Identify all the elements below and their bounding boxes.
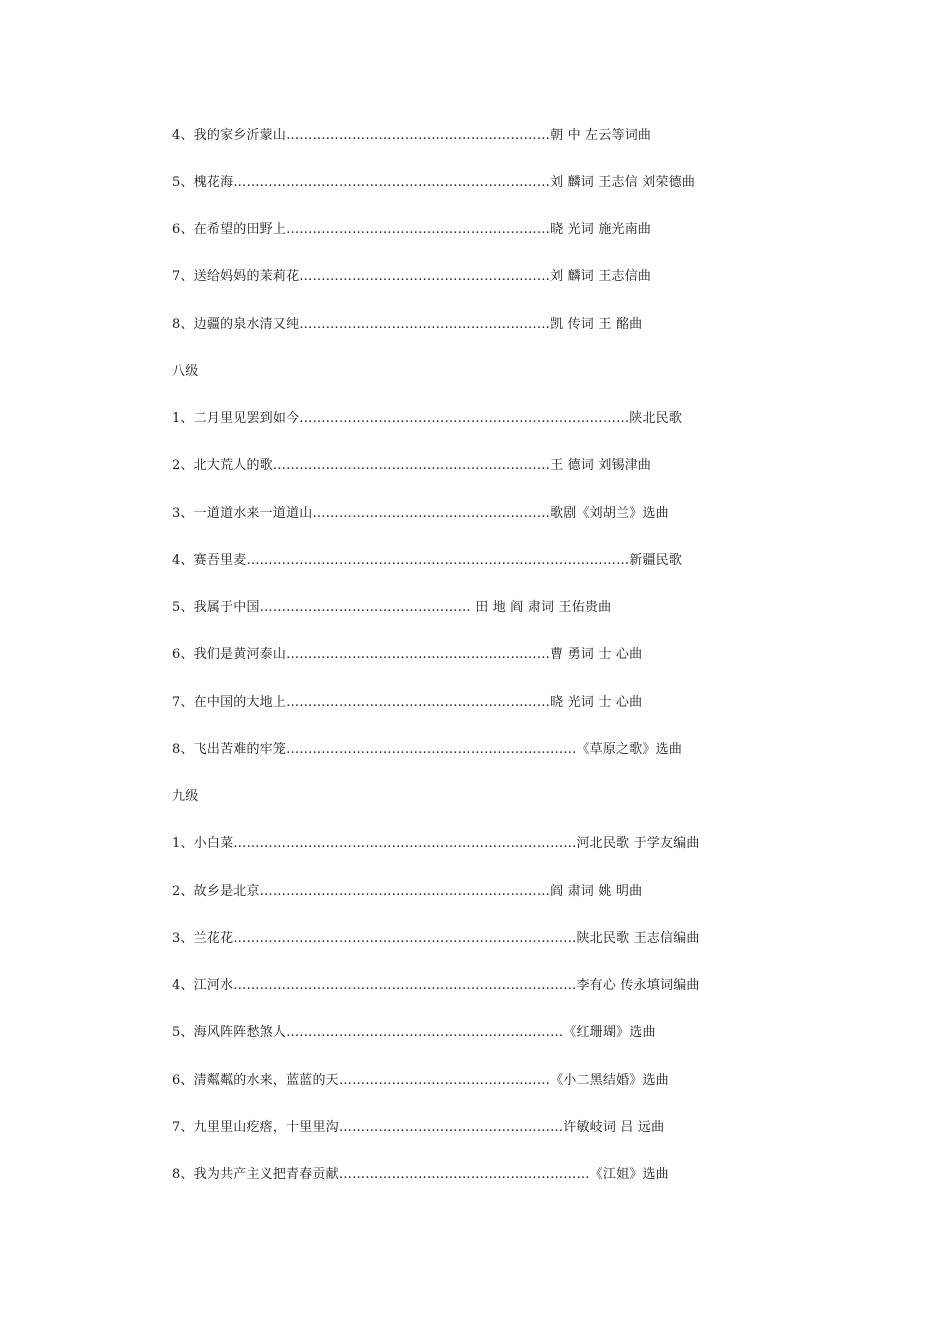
song-entry: 5、我属于中国………………………………………… 田 地 阎 肃词 王佑贵曲 [172, 600, 612, 615]
song-entry: 5、槐花海………………………………………………………………刘 麟词 王志信 刘荣德曲 [172, 175, 696, 190]
song-entry: 4、我的家乡沂蒙山……………………………………………………朝 中 左云等词曲 [172, 128, 652, 143]
song-entry: 1、二月里见罢到如今…………………………………………………………………陕北民歌 [172, 411, 683, 426]
song-entry: 2、北大荒人的歌………………………………………………………王 德词 刘锡津曲 [172, 458, 652, 473]
section-heading: 八级 [172, 364, 199, 379]
song-entry: 4、江河水……………………………………………………………………李有心 传永填词编曲 [172, 978, 700, 993]
song-entry: 7、送给妈妈的茉莉花…………………………………………………刘 麟词 王志信曲 [172, 269, 652, 284]
song-entry: 2、故乡是北京…………………………………………………………阎 肃词 姚 明曲 [172, 884, 643, 899]
song-entry: 6、在希望的田野上……………………………………………………晓 光词 施光南曲 [172, 222, 652, 237]
song-entry: 8、边疆的泉水清又纯…………………………………………………凯 传词 王 酩曲 [172, 317, 643, 332]
song-entry: 1、小白菜……………………………………………………………………河北民歌 于学友编曲 [172, 836, 700, 851]
song-entry: 6、我们是黄河泰山……………………………………………………曹 勇词 士 心曲 [172, 647, 643, 662]
song-entry: 3、一道道水来一道道山………………………………………………歌剧《刘胡兰》选曲 [172, 506, 669, 521]
song-entry: 3、兰花花……………………………………………………………………陕北民歌 王志信编曲 [172, 931, 700, 946]
song-entry: 4、赛吾里麦……………………………………………………………………………新疆民歌 [172, 553, 683, 568]
song-entry: 6、清粼粼的水来，蓝蓝的天…………………………………………《小二黑结婚》选曲 [172, 1073, 669, 1088]
song-entry: 5、海风阵阵愁煞人………………………………………………………《红珊瑚》选曲 [172, 1025, 656, 1040]
song-entry: 8、飞出苦难的牢笼…………………………………………………………《草原之歌》选曲 [172, 742, 683, 757]
section-heading: 九级 [172, 789, 199, 804]
song-entry: 8、我为共产主义把青春贡献…………………………………………………《江姐》选曲 [172, 1167, 669, 1182]
song-entry: 7、在中国的大地上……………………………………………………晓 光词 士 心曲 [172, 695, 643, 710]
song-entry: 7、九里里山疙瘩，十里里沟……………………………………………许敏岐词 吕 远曲 [172, 1120, 665, 1135]
